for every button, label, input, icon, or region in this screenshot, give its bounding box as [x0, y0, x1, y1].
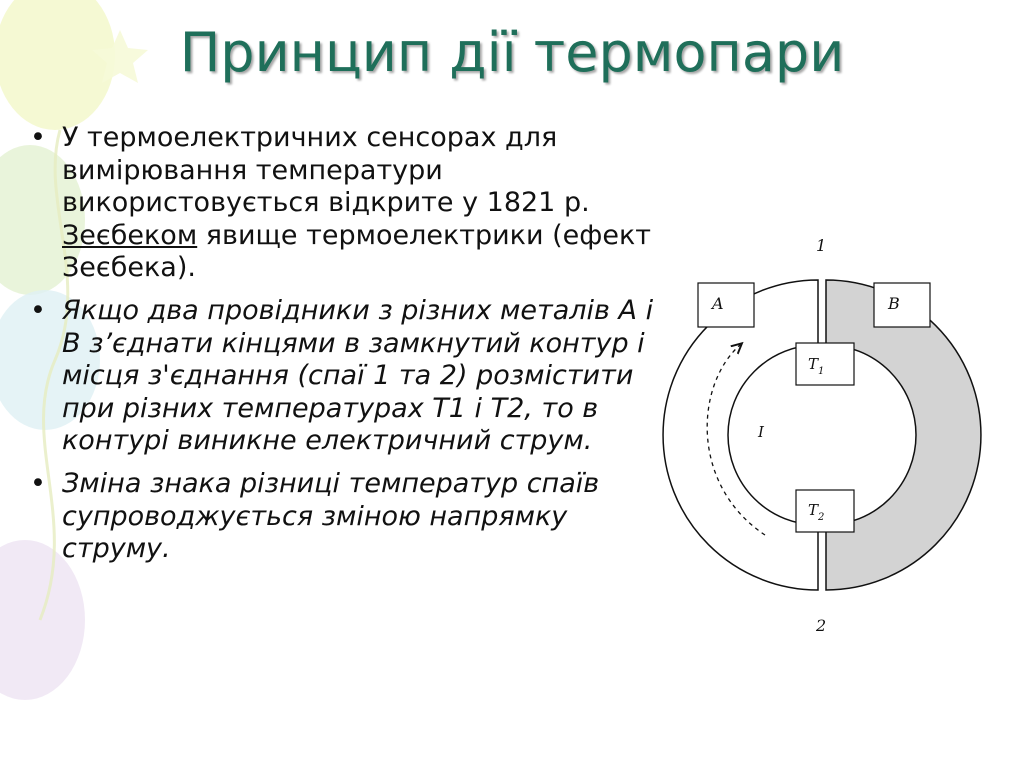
- t1-label-sub: 1: [818, 366, 825, 377]
- bullet-3-text: Зміна знака різниці температур спаїв супроводжується зміною напрямку струму.: [62, 467, 600, 565]
- bullet-dot-icon: •: [30, 467, 46, 499]
- bullet-list: [28, 122, 668, 576]
- bullet-item-3: [28, 468, 668, 566]
- current-label: I: [758, 423, 764, 441]
- metal-b-label: B: [888, 294, 900, 313]
- bullet-dot-icon: •: [30, 294, 46, 326]
- label-b-box: [874, 283, 930, 327]
- slide-title: Принцип дії термопари: [179, 21, 845, 84]
- t2-label-sub: 2: [818, 512, 825, 523]
- metal-a-label: A: [712, 294, 724, 313]
- bullet-dot-icon: •: [30, 122, 46, 153]
- junction-2-label: 2: [816, 616, 827, 635]
- t1-label-main: T: [808, 355, 819, 373]
- bullet-2-text: Якщо два провідники з різних металів А і В з’єднати кінцями в замкнутий контур і місця з'єднання (спаї 1 та 2) розмістити при різних температурах Т1 і Т2, то в контурі виникне електричний струм.: [62, 294, 654, 457]
- bullet-1-text-end: явище термоелектрики (ефект Зеєбека).: [62, 219, 651, 284]
- thermocouple-diagram: [650, 225, 1010, 645]
- t1-box: [796, 343, 854, 385]
- bullet-1-text-start: У термоелектричних сенсорах для вимірювання температури використовується відкрите у 1821 р.: [62, 122, 590, 219]
- label-a-box: [698, 283, 754, 327]
- bullet-item-2: [28, 295, 668, 458]
- t2-box: [796, 490, 854, 532]
- bullet-item-1: [28, 122, 668, 285]
- seebeck-link[interactable]: Зеєбеком: [62, 219, 198, 251]
- junction-1-label: 1: [816, 236, 827, 255]
- t2-label-main: T: [808, 501, 819, 519]
